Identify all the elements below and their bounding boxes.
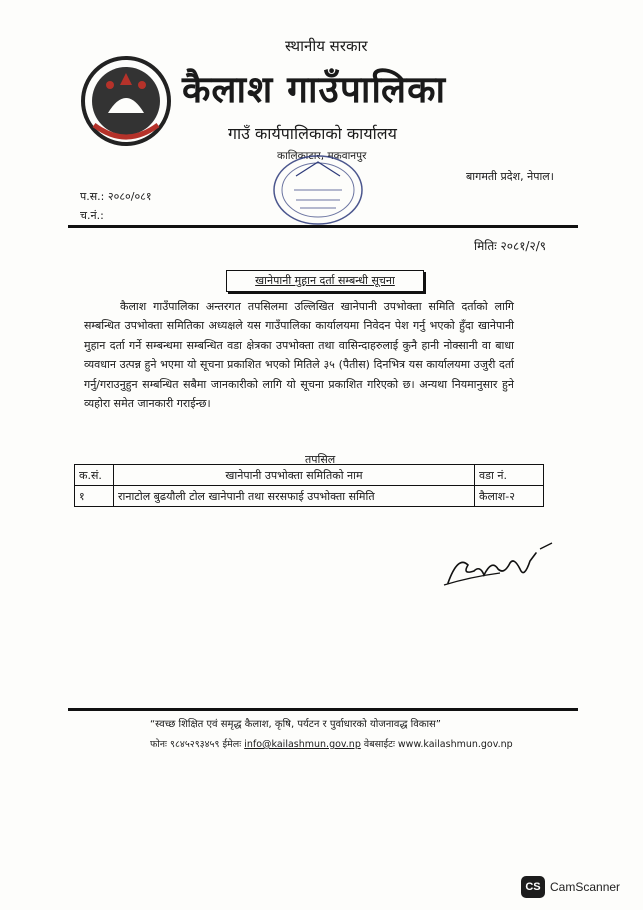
notice-date: मितिः २०८१/२/९ [474,239,546,253]
committee-table [74,464,544,507]
header-ward-no: वडा नं. [475,465,544,486]
table-caption: तपसिल [305,453,336,466]
province-label: बागमती प्रदेश, नेपाल। [466,170,554,183]
cell-serial: १ [75,486,114,507]
notice-subject: खानेपानी मुहान दर्ता सम्बन्धी सूचना [226,270,424,292]
notice-body: कैलाश गाउँपालिका अन्तरगत तपसिलमा उल्लिखित खानेपानी उपभोक्ता समिति दर्ताको लागि सम्बन्धित उपभोक्ता समितिका अध्यक्षले यस गाउँपालिका कार्यालयमा निवेदन पेश गर्नु भएको हुँदा खानेपानी मुहान दर्ता गर्ने सम्बन्धमा सम्बन्धित वडा क्षेत्रका उपभोक्ता तथा वासिन्दाहरुलाई कुनै हानी नोक्सानी वा बाधा व्यवधान उत्पन्न हुने भएमा यो सूचना प्रकाशित भएको मितिले ३५ (पैतीस) दिनभित्र यस कार्यालयमा उजुरी दर्ता गर्नु/गराउनुहुन सम्बन्धित सबैमा जानकारीको लागि यो सूचना प्रकाशित गरिएको छ। अन्यथा नियमानुसार हुने व्यहोरा समेत जानकारी गराईन्छ। [84,300,514,411]
office-stamp [266,150,370,228]
office-name: गाउँ कार्यपालिकाको कार्यालय [228,124,397,143]
local-government-label: स्थानीय सरकार [285,37,368,55]
reference-number: प.स.: २०८०/०८१ [80,190,152,203]
phone-label: फोनः [150,739,167,750]
website-link[interactable]: www.kailashmun.gov.np [397,739,513,750]
header-committee-name: खानेपानी उपभोक्ता समितिको नाम [114,465,475,486]
dispatch-number: च.नं.: [80,209,104,222]
camscanner-watermark: CamScanner [550,880,621,894]
email-label: ईमेलः [222,739,242,750]
header-serial: क.सं. [75,465,114,486]
table-row [75,486,544,507]
cell-committee-name: रानाटोल बुढयौली टोल खानेपानी तथा सरसफाई उपभोक्ता समिति [114,486,475,507]
website-label: वेबसाईटः [363,739,395,750]
signature [440,535,565,595]
header-divider [68,225,578,228]
cell-ward-no: कैलाश-२ [475,486,544,507]
municipality-name: कैलाश गाउँपालिका [182,68,447,111]
phone-number: ९८४५२९३४५९ [170,739,220,750]
email-link[interactable]: info@kailashmun.gov.np [244,739,361,750]
footer-divider [68,708,578,711]
office-address: कालिकाटार, मकवानपुर [277,150,367,162]
camscanner-logo-icon: CS [521,876,545,898]
municipality-slogan: “स्वच्छ शिक्षित एवं समृद्ध कैलाश, कृषि, पर्यटन र पुर्वाधारको योजनावद्ध विकास” [150,719,441,730]
nepal-government-emblem [80,55,172,147]
table-header-row [75,465,544,486]
contact-line [150,737,513,750]
